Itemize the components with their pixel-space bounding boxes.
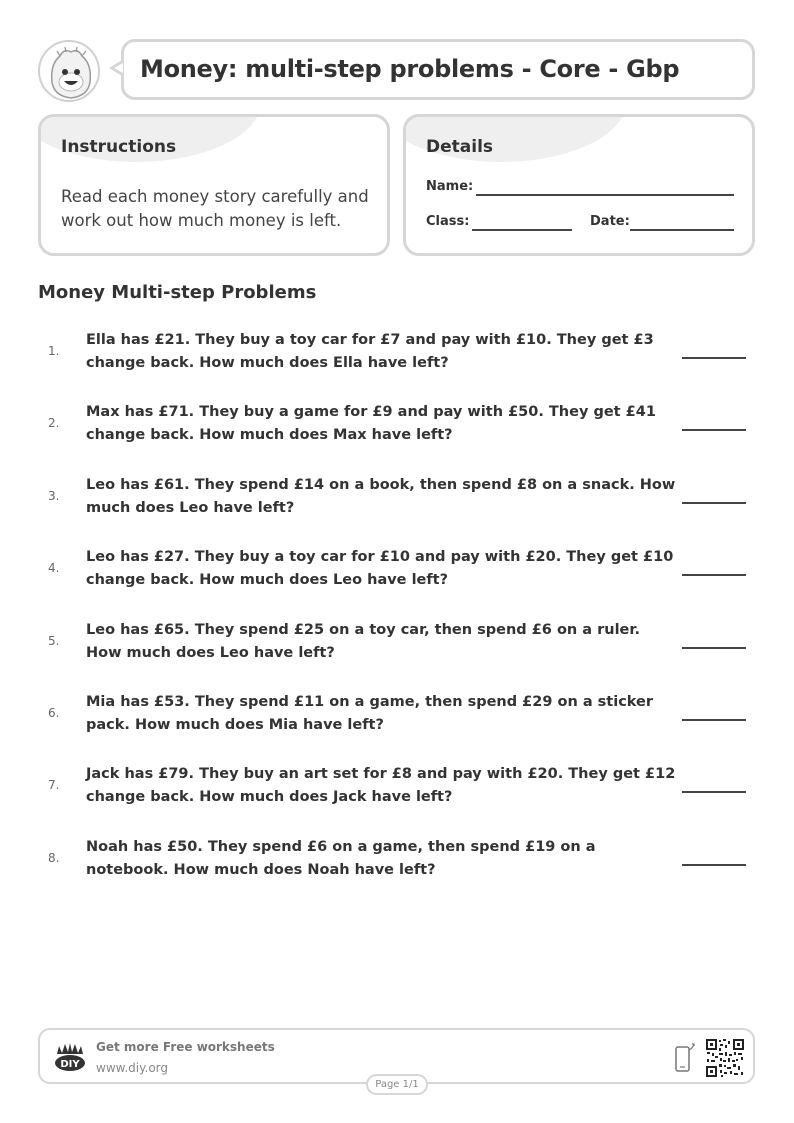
question-number: 2. bbox=[48, 416, 60, 430]
name-label: Name: bbox=[426, 179, 474, 194]
diy-logo-text: DIY bbox=[60, 1059, 80, 1070]
class-label: Class: bbox=[426, 214, 470, 229]
instructions-heading: Instructions bbox=[61, 137, 177, 157]
question-number: 6. bbox=[48, 706, 60, 720]
title-box bbox=[121, 39, 755, 100]
instructions-panel bbox=[38, 114, 390, 256]
question-number: 1. bbox=[48, 344, 60, 358]
question-text: Noah has £50. They spend £6 on a game, then spend £19 on a notebook. How much does Noah have left? bbox=[86, 839, 596, 878]
question-text: Mia has £53. They spend £11 on a game, then spend £29 on a sticker pack. How much does Mia have left? bbox=[86, 694, 654, 733]
question-item bbox=[38, 474, 758, 534]
question-item bbox=[38, 691, 758, 751]
question-item bbox=[38, 546, 758, 606]
details-heading: Details bbox=[426, 137, 494, 157]
diy-logo bbox=[53, 1042, 87, 1072]
answer-line[interactable] bbox=[682, 647, 746, 649]
question-number: 4. bbox=[48, 561, 60, 575]
question-item bbox=[38, 329, 758, 389]
question-item bbox=[38, 619, 758, 679]
answer-line[interactable] bbox=[682, 574, 746, 576]
date-label: Date: bbox=[590, 214, 630, 229]
mascot-avatar bbox=[38, 40, 100, 102]
question-text: Leo has £61. They spend £14 on a book, then spend £8 on a snack. How much does Leo have left? bbox=[86, 477, 676, 516]
date-field[interactable] bbox=[630, 229, 734, 231]
question-item bbox=[38, 836, 758, 896]
question-number: 8. bbox=[48, 851, 60, 865]
question-text: Leo has £65. They spend £25 on a toy car, then spend £6 on a ruler. How much does Leo have left? bbox=[86, 622, 640, 661]
title-pointer-inner bbox=[114, 63, 123, 73]
answer-line[interactable] bbox=[682, 719, 746, 721]
question-number: 3. bbox=[48, 489, 60, 503]
footer-promo-text: Get more Free worksheets bbox=[96, 1040, 275, 1054]
question-text: Leo has £27. They buy a toy car for £10 and pay with £20. They get £10 change back. How much does Leo have left? bbox=[86, 549, 674, 588]
question-number: 5. bbox=[48, 634, 60, 648]
diy-logo-icon bbox=[53, 1042, 87, 1072]
answer-line[interactable] bbox=[682, 502, 746, 504]
footer-website-link[interactable]: www.diy.org bbox=[96, 1061, 168, 1075]
question-item bbox=[38, 401, 758, 461]
question-number: 7. bbox=[48, 778, 60, 792]
answer-line[interactable] bbox=[682, 791, 746, 793]
mascot-icon bbox=[40, 42, 100, 102]
question-text: Jack has £79. They buy an art set for £8 and pay with £20. They get £12 change back. How much does Jack have left? bbox=[86, 766, 676, 805]
instructions-text: Read each money story carefully and work out how much money is left. bbox=[61, 187, 369, 230]
page-indicator: Page 1/1 bbox=[366, 1074, 428, 1095]
details-panel bbox=[403, 114, 755, 256]
answer-line[interactable] bbox=[682, 864, 746, 866]
question-text: Max has £71. They buy a game for £9 and pay with £50. They get £41 change back. How much does Max have left? bbox=[86, 404, 656, 443]
qr-code bbox=[705, 1038, 745, 1078]
page-title: Money: multi-step problems - Core - Gbp bbox=[140, 55, 680, 83]
answer-line[interactable] bbox=[682, 357, 746, 359]
question-item bbox=[38, 763, 758, 823]
name-field[interactable] bbox=[476, 194, 734, 196]
section-title: Money Multi-step Problems bbox=[38, 282, 317, 303]
answer-line[interactable] bbox=[682, 429, 746, 431]
class-field[interactable] bbox=[472, 229, 572, 231]
question-text: Ella has £21. They buy a toy car for £7 and pay with £10. They get £3 change back. How much does Ella have left? bbox=[86, 332, 654, 371]
phone-scan-icon bbox=[674, 1042, 696, 1074]
